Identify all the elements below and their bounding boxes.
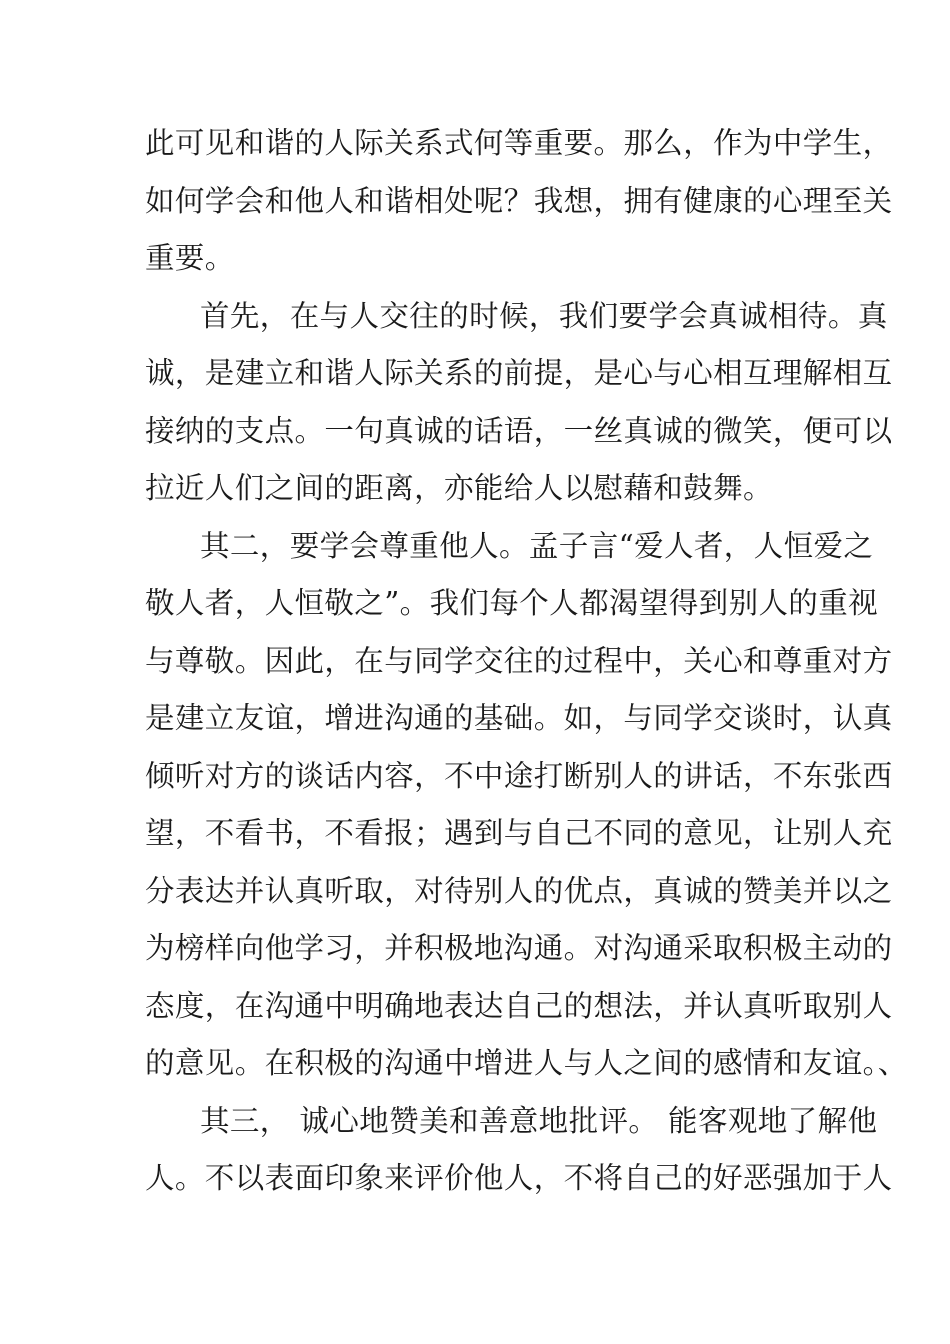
text-line: 此可见和谐的人际关系式何等重要。那么，作为中学生， [145,126,893,160]
text-line: 人。不以表面印象来评价他人，不将自己的好恶强加于人 [145,1161,893,1195]
text-line: 重要。 [145,241,235,275]
text-line: 分表达并认真听取，对待别人的优点，真诚的赞美并以之 [145,874,893,908]
text-line: 与尊敬。因此，在与同学交往的过程中，关心和尊重对方 [145,644,893,678]
paragraph-first-line: 其二，要学会尊重他人。孟子言“爱人者，人恒爱之 [200,529,874,563]
text-line: 为榜样向他学习，并积极地沟通。对沟通采取积极主动的 [145,931,893,965]
text-line: 接纳的支点。一句真诚的话语，一丝真诚的微笑，便可以 [145,414,893,448]
text-line: 如何学会和他人和谐相处呢？我想，拥有健康的心理至关 [145,184,893,218]
text-line: 的意见。在积极的沟通中增进人与人之间的感情和友谊。、 [145,1046,908,1080]
text-line: 望，不看书，不看报；遇到与自己不同的意见，让别人充 [145,816,893,850]
text-line: 敬人者，人恒敬之”。我们每个人都渴望得到别人的重视 [145,586,879,620]
paragraph-first-line: 其三， 诚心地赞美和善意地批评。 能客观地了解他 [200,1104,878,1138]
text-line: 是建立友谊，增进沟通的基础。如，与同学交谈时，认真 [145,701,893,735]
text-line: 倾听对方的谈话内容，不中途打断别人的讲话，不东张西 [145,759,893,793]
text-line: 态度，在沟通中明确地表达自己的想法，并认真听取别人 [145,989,893,1023]
paragraph-first-line: 首先，在与人交往的时候，我们要学会真诚相待。真 [200,299,888,333]
text-line: 诚，是建立和谐人际关系的前提，是心与心相互理解相互 [145,356,893,390]
text-line: 拉近人们之间的距离，亦能给人以慰藉和鼓舞。 [145,471,773,505]
